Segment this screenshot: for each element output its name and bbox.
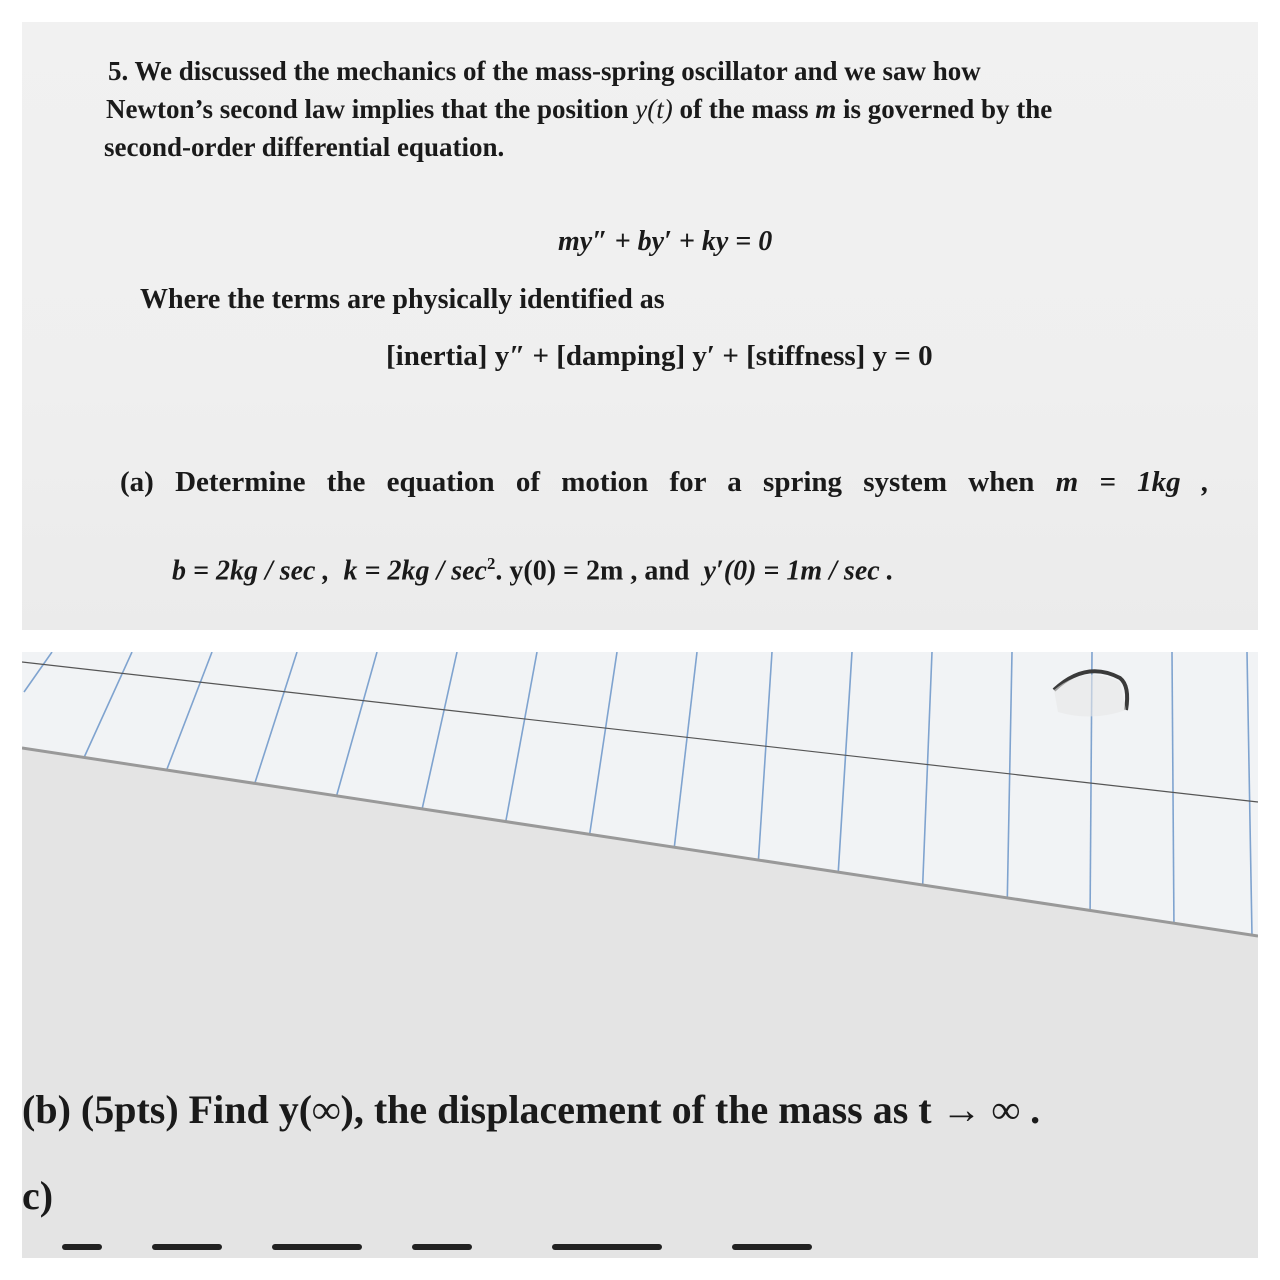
text-fragment [412,1244,472,1250]
photo-top-printed-problem [22,22,1258,630]
part-a-mass: m = 1kg , [1055,466,1210,498]
part-a-label: (a) Determine the equation of motion for a spring system when [120,466,1035,498]
equation-terms: [inertia] y″ + [damping] y′ + [stiffness] y = 0 [386,340,933,372]
cutoff-text-fragments [32,1244,932,1252]
part-b-question: (b) (5pts) Find y(∞), the displacement of the mass as t → ∞ . [22,1087,1041,1132]
part-c-label: c) [22,1173,54,1218]
photo-bottom-notebook [22,652,1258,1258]
text-fragment [732,1244,812,1250]
param-k-exponent: 2 [487,554,496,573]
intro-line-2-a: Newton’s second law implies that the position [106,94,636,124]
equation-main: my″ + by′ + ky = 0 [558,226,773,257]
intro-line-3: second-order differential equation. [104,132,505,162]
part-a-parameters [172,554,894,587]
param-y-prime-0: y′(0) = 1m / sec . [703,555,894,587]
intro-y-of-t: y(t) [635,94,673,124]
text-fragment [552,1244,662,1250]
text-fragment [272,1244,362,1250]
part-a-question [120,466,1209,499]
intro-line-2-c: of the mass [672,94,816,124]
intro-line-2-e: is governed by the [836,94,1053,124]
param-b: b = 2kg / sec , [172,555,330,587]
notebook-paper-overlay [22,652,1258,1258]
intro-m: m [815,94,837,124]
intro-line-1: 5. We discussed the mechanics of the mass-spring oscillator and we saw how [108,56,981,86]
text-fragment [62,1244,102,1250]
param-y0: . y(0) = 2m , and [495,555,690,587]
intro-line-2 [106,90,1052,128]
text-fragment [152,1244,222,1250]
where-text: Where the terms are physically identified as [140,284,665,315]
param-k: k = 2kg / sec [343,555,487,587]
